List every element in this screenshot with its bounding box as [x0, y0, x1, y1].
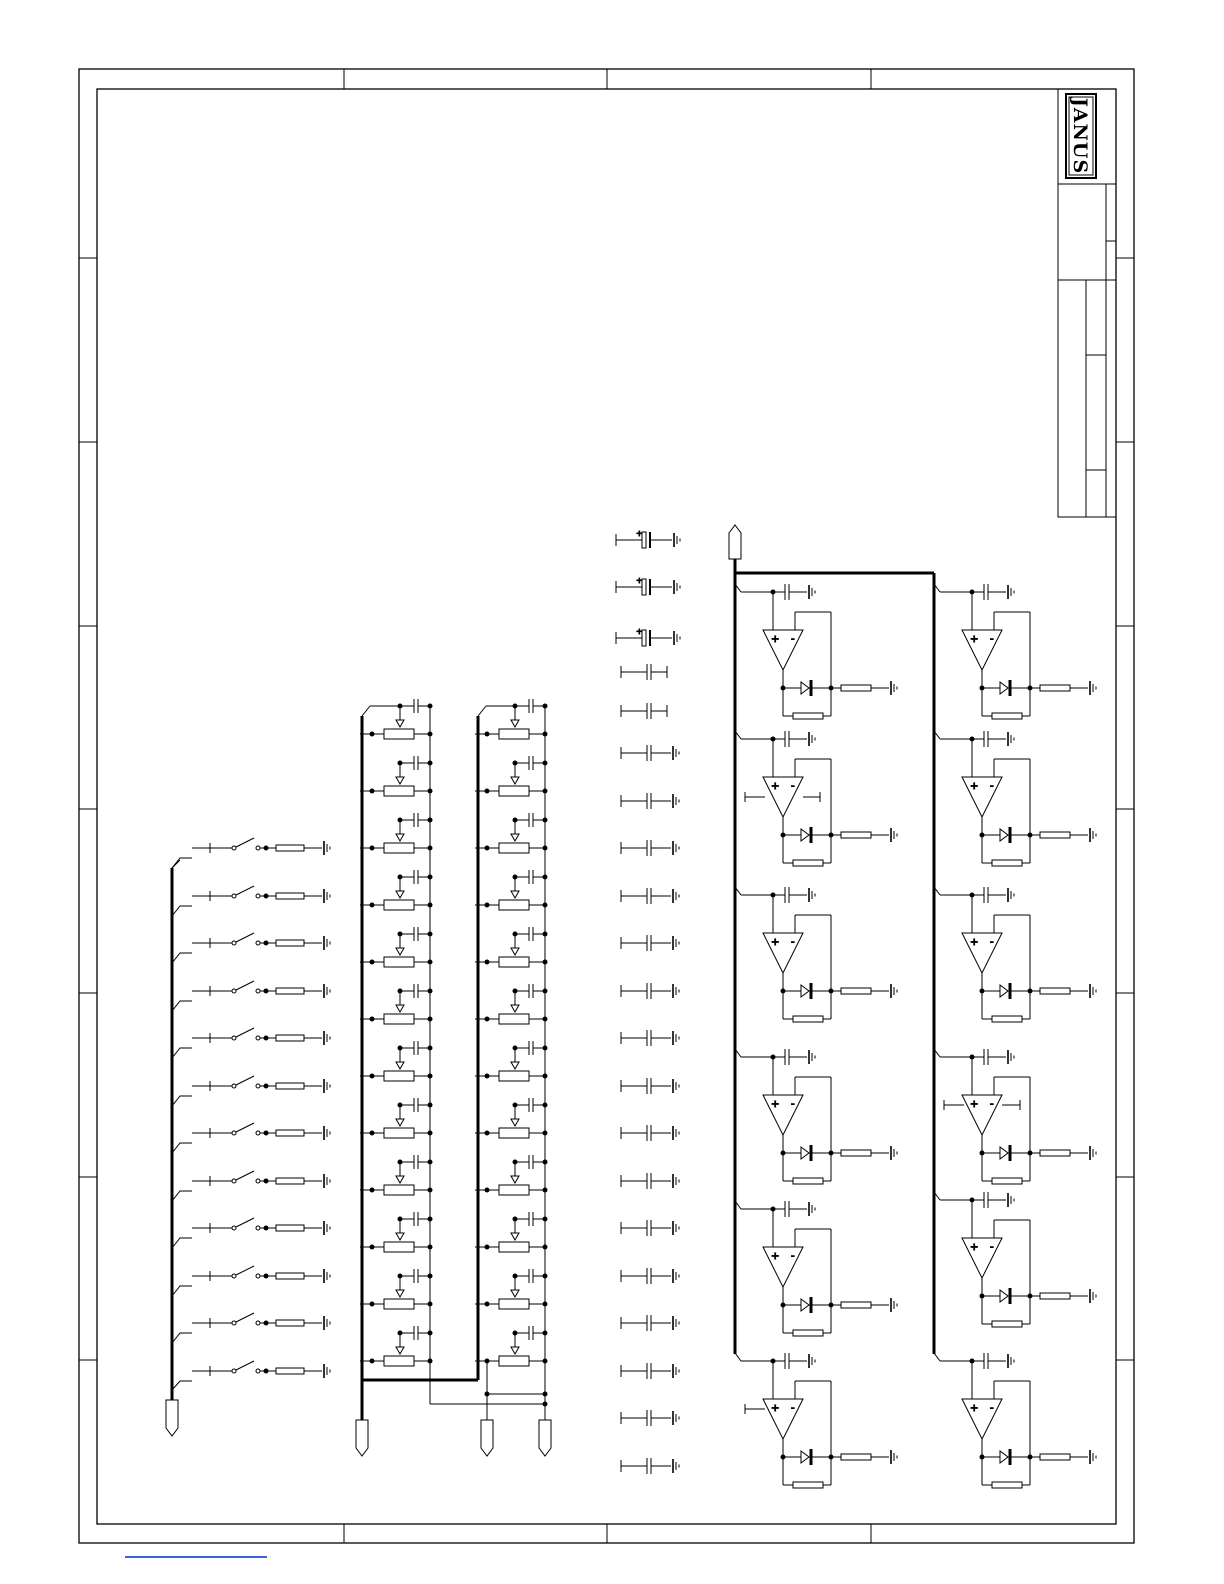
switch-row — [192, 838, 330, 855]
off-page-connector — [356, 1420, 368, 1456]
pot-cell — [360, 984, 432, 1024]
switch-row — [192, 1218, 330, 1235]
opamp-stage — [735, 1353, 897, 1488]
opamp-stage — [934, 1049, 1096, 1184]
pot-cell — [475, 1269, 547, 1309]
switch-row — [192, 933, 330, 950]
pot-cell — [360, 927, 432, 967]
switch-row — [192, 1313, 330, 1330]
pot-cell — [360, 813, 432, 853]
capacitor — [621, 793, 679, 809]
pot-cell — [360, 756, 432, 796]
capacitor — [621, 983, 679, 999]
off-page-connector — [539, 1420, 551, 1456]
pot-bank-2 — [475, 699, 551, 1456]
pot-cell — [360, 870, 432, 910]
pot-cell — [360, 1269, 432, 1309]
switch-row — [192, 1171, 330, 1188]
switch-row — [192, 886, 330, 903]
company-logo: JANUS — [1069, 97, 1091, 175]
schematic-sheet: + - JANUS — [0, 0, 1224, 1584]
pot-cell — [360, 1041, 432, 1081]
opamp-stage — [735, 1049, 897, 1184]
opamp-section — [729, 525, 1096, 1488]
opamp-stage — [934, 1192, 1096, 1327]
off-page-connector — [166, 1400, 178, 1436]
pot-cell — [360, 1326, 432, 1366]
capacitor — [621, 1458, 679, 1474]
capacitor — [621, 703, 667, 719]
capacitor — [621, 1078, 679, 1094]
polarized-capacitor — [616, 529, 680, 548]
pot-cell — [475, 1098, 547, 1138]
switch-bank — [166, 838, 330, 1436]
capacitor — [621, 664, 667, 680]
opamp-stage — [735, 887, 897, 1022]
pot-cell — [475, 699, 547, 739]
pot-cell — [475, 927, 547, 967]
capacitor — [621, 745, 679, 761]
pot-cell — [475, 1041, 547, 1081]
opamp-stage — [735, 584, 897, 719]
pot-cell — [360, 1098, 432, 1138]
pot-cell — [360, 1155, 432, 1195]
switch-row — [192, 1123, 330, 1140]
capacitor — [621, 840, 679, 856]
polarized-capacitor — [616, 627, 680, 646]
pot-cell — [475, 813, 547, 853]
pot-cell — [475, 1326, 547, 1366]
capacitor-column — [616, 529, 680, 1474]
capacitor — [621, 1030, 679, 1046]
pot-cell — [475, 870, 547, 910]
capacitor — [621, 1410, 679, 1426]
off-page-connector — [729, 525, 741, 559]
switch-row — [192, 1028, 330, 1045]
pot-cell — [475, 1155, 547, 1195]
switch-row — [192, 1266, 330, 1283]
pot-cell — [475, 984, 547, 1024]
switch-row — [192, 1361, 330, 1378]
switch-row — [192, 981, 330, 998]
pot-cell — [475, 756, 547, 796]
polarized-capacitor — [616, 576, 680, 595]
capacitor — [621, 1363, 679, 1379]
opamp-stage — [735, 731, 897, 866]
footer-link-underline[interactable] — [125, 1556, 267, 1558]
capacitor — [621, 1315, 679, 1331]
pot-cell — [475, 1212, 547, 1252]
pot-cell — [360, 699, 432, 739]
capacitor — [621, 888, 679, 904]
capacitor — [621, 1220, 679, 1236]
capacitor — [621, 1268, 679, 1284]
pot-cell — [360, 1212, 432, 1252]
capacitor — [621, 935, 679, 951]
opamp-stage — [735, 1201, 897, 1336]
capacitor — [621, 1125, 679, 1141]
opamp-stage — [934, 1353, 1096, 1488]
off-page-connector — [481, 1420, 493, 1456]
opamp-stage — [934, 584, 1096, 719]
opamp-stage — [934, 731, 1096, 866]
capacitor — [621, 1173, 679, 1189]
switch-row — [192, 1076, 330, 1093]
opamp-stage — [934, 887, 1096, 1022]
